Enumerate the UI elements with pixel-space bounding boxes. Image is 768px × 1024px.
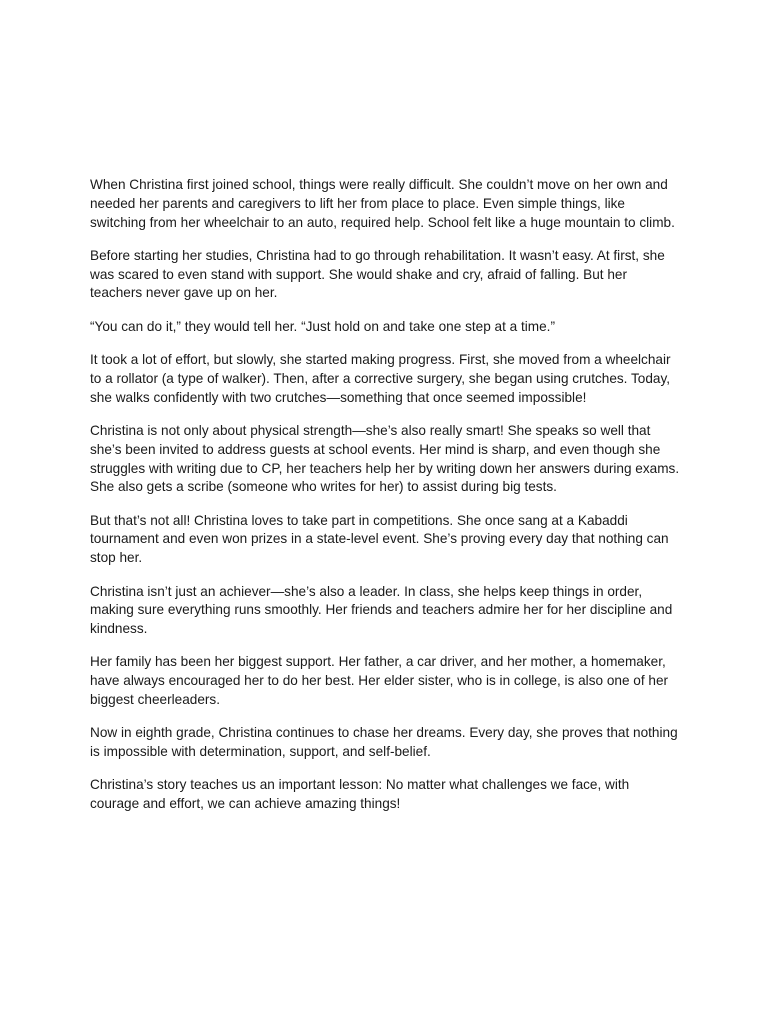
paragraph-9: Now in eighth grade, Christina continues to chase her dreams. Every day, she proves that nothing is impossible with determination, support, and self-belief. bbox=[90, 725, 678, 760]
paragraph-3: “You can do it,” they would tell her. “Just hold on and take one step at a time.” bbox=[90, 318, 555, 334]
paragraph-4: It took a lot of effort, but slowly, she started making progress. First, she moved from a wheelchair to a rollator (a type of walker). Then, after a corrective surgery, she began using crutches. Today, she walks confidently with two crutches—something that once seemed impossible! bbox=[90, 352, 671, 405]
paragraph-5: Christina is not only about physical strength—she’s also really smart! She speaks so well that she’s been invited to address guests at school events. Her mind is sharp, and even though she struggles with writing due to CP, her teachers help her by writing down her answers during exams. She also gets a scribe (someone who writes for her) to assist during big tests. bbox=[90, 422, 680, 495]
paragraph-8: Her family has been her biggest support. Her father, a car driver, and her mother, a homemaker, have always encouraged her to do her best. Her elder sister, who is in college, is also one of her biggest cheerleaders. bbox=[90, 654, 669, 708]
paragraph-2: Before starting her studies, Christina had to go through rehabilitation. It wasn’t easy. At first, she was scared to even stand with support. She would shake and cry, afraid of falling. But her teachers never gave up on her. bbox=[90, 247, 665, 301]
paragraph-10: Christina’s story teaches us an important lesson: No matter what challenges we face, with courage and effort, we can achieve amazing things! bbox=[90, 777, 630, 812]
paragraph-1: When Christina first joined school, things were really difficult. She couldn’t move on her own and needed her parents and caregivers to lift her from place to place. Even simple things, like switching from her wheelchair to an auto, required help. School felt like a huge mountain to climb. bbox=[90, 177, 675, 230]
paragraph-7: Christina isn’t just an achiever—she’s also a leader. In class, she helps keep things in order, making sure everything runs smoothly. Her friends and teachers admire her for her discipline and kindness. bbox=[90, 583, 673, 637]
paragraph-6: But that’s not all! Christina loves to take part in competitions. She once sang at a Kabaddi tournament and even won prizes in a state-level event. She’s proving every day that nothing can stop her. bbox=[90, 512, 669, 566]
document-body bbox=[90, 176, 682, 829]
